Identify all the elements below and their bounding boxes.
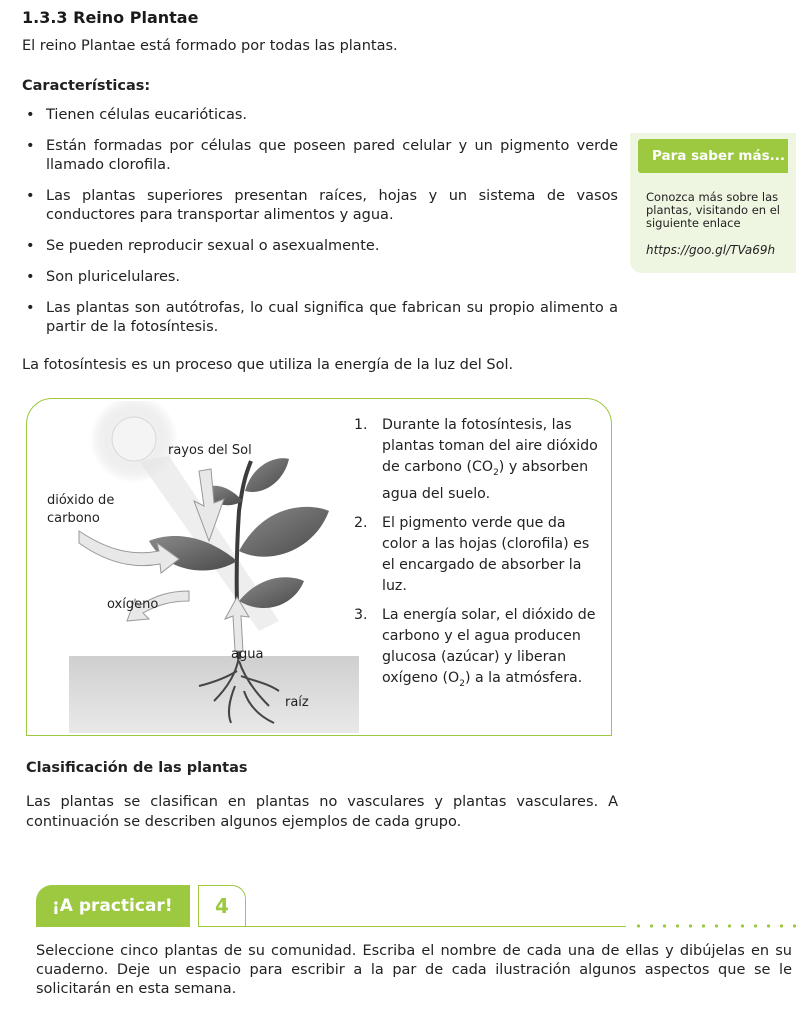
label-sun-rays: rayos del Sol <box>168 443 252 458</box>
list-item: • Las plantas superiores presentan raíces, hojas y un sistema de vasos conductores para transportar alimentos y agua. <box>26 188 618 223</box>
list-item: 2. El pigmento verde que da color a las hojas (clorofila) es el encargado de absorber la luz. <box>354 514 590 594</box>
label-co2-line2: carbono <box>47 511 100 526</box>
list-item: • Las plantas son autótrofas, lo cual significa que fabrican su propio alimento a partir de la fotosíntesis. <box>26 300 618 335</box>
more-info-box <box>630 133 796 273</box>
practice-text: Seleccione cinco plantas de su comunidad. Escriba el nombre de cada una de ellas y dibújelas en su cuaderno. Deje un espacio para escribir a la par de cada ilustración algunos aspectos que se le solicitarán en esta semana. <box>36 943 792 997</box>
photosynthesis-sentence: La fotosíntesis es un proceso que utiliza la energía de la luz del Sol. <box>22 357 514 373</box>
more-info-text: Conozca más sobre las plantas, visitando en el siguiente enlace <box>646 190 781 230</box>
bullet-icon: • <box>26 107 35 123</box>
characteristics-heading: Características: <box>22 78 151 94</box>
divider <box>246 926 626 927</box>
practice-number: 4 <box>198 885 246 927</box>
characteristics-list <box>22 106 618 349</box>
leaf <box>239 507 329 557</box>
more-info-link[interactable]: https://goo.gl/TVa69h <box>646 243 776 257</box>
list-item: 1. Durante la fotosíntesis, las plantas toman del aire dióxido de carbono $(CO_2)$ y absorben agua del suelo. <box>354 417 598 502</box>
bullet-icon: • <box>26 300 35 316</box>
intro-text: El reino Plantae está formado por todas las plantas. <box>22 38 398 54</box>
bullet-icon: • <box>26 269 35 285</box>
photosynthesis-steps <box>354 415 604 703</box>
list-item: • Son pluricelulares. <box>26 269 181 285</box>
bullet-icon: • <box>26 188 35 204</box>
list-item: • Tienen células eucarióticas. <box>26 107 248 123</box>
label-root: raíz <box>285 695 309 710</box>
more-info-tag: Para saber más... <box>638 139 788 173</box>
label-co2-line1: dióxido de <box>47 493 115 508</box>
list-item: • Están formadas por células que poseen pared celular y un pigmento verde llamado clorofila. <box>26 138 618 173</box>
section-title: 1.3.3 Reino Plantae <box>22 8 199 27</box>
photosynthesis-box <box>26 398 612 736</box>
label-oxygen: oxígeno <box>107 597 159 612</box>
list-item: 3. La energía solar, el dióxido de carbono y el agua producen glucosa (azúcar) y liberan oxígeno $(O_2)$ a la atmósfera. <box>354 606 596 689</box>
soil <box>69 656 359 733</box>
list-item: • Se pueden reproducir sexual o asexualmente. <box>26 238 380 254</box>
classification-text: Las plantas se clasifican en plantas no vasculares y plantas vasculares. A continuación se describen algunos ejemplos de cada grupo. <box>26 794 618 830</box>
bullet-icon: • <box>26 238 35 254</box>
practice-label: ¡A practicar! <box>36 885 190 927</box>
bullet-icon: • <box>26 138 35 154</box>
dotted-divider <box>632 924 798 928</box>
label-water: agua <box>231 647 264 662</box>
classification-heading: Clasificación de las plantas <box>26 760 248 776</box>
